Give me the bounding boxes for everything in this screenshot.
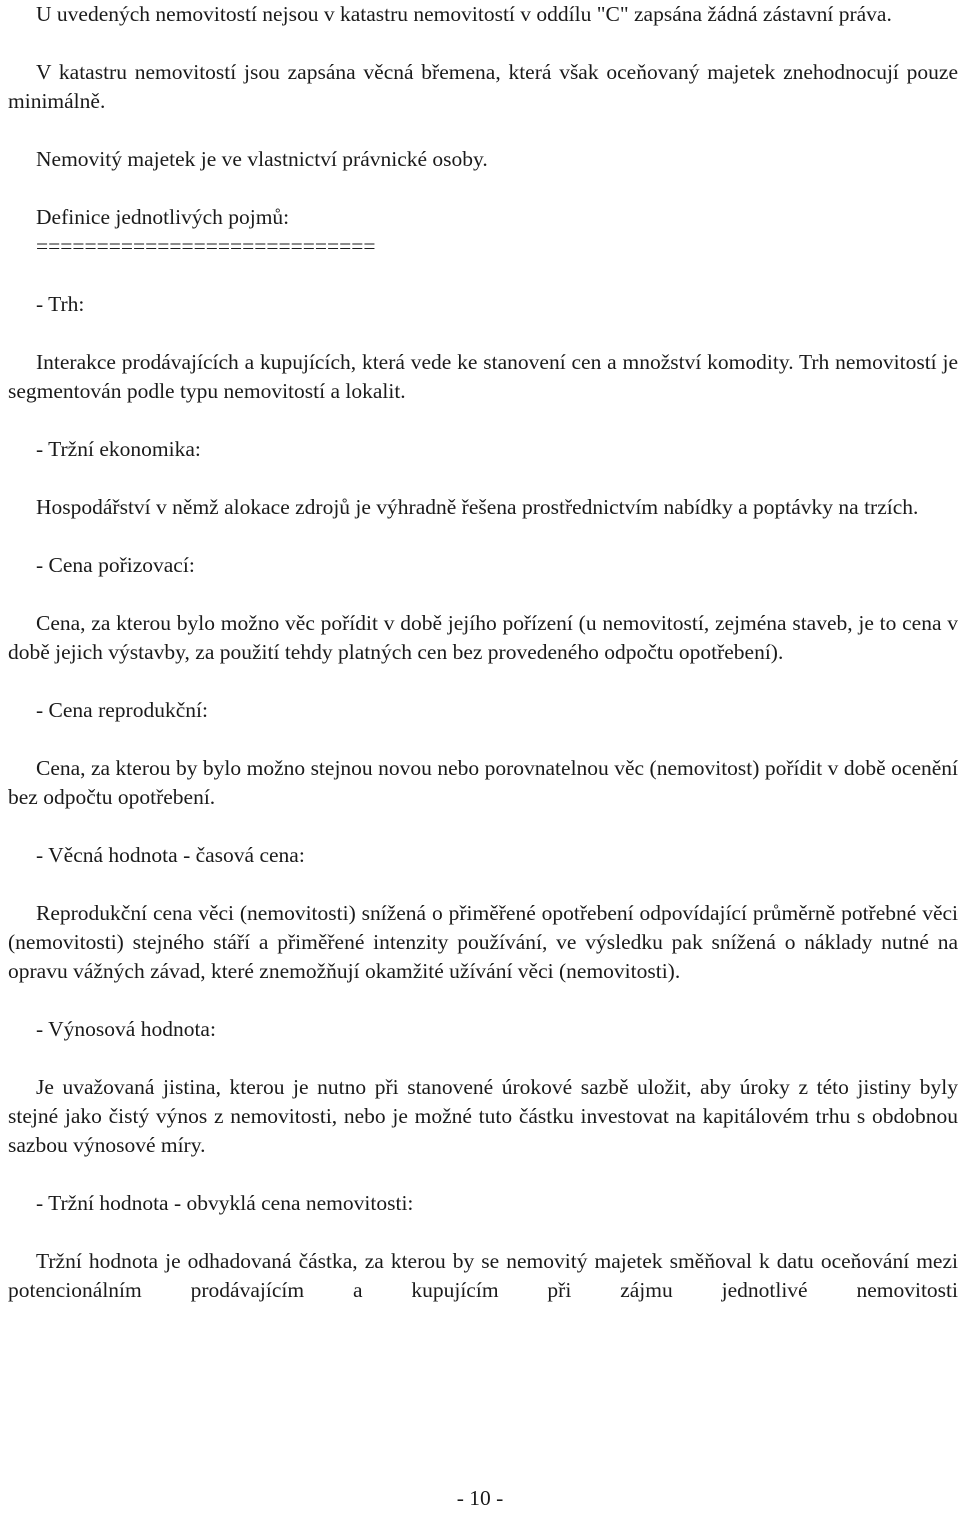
definition-text-trzni-hodnota: Tržní hodnota je odhadovaná částka, za kterou by se nemovitý majetek směňoval k datu oceňování mezi potencionálním prodávajícím a kupujícím při zájmu jednotlivé nemovitosti	[8, 1249, 958, 1302]
definition-term-trzni-ekonomika: - Tržní ekonomika:	[36, 437, 201, 461]
definition-text-cena-reprodukcni: Cena, za kterou by bylo možno stejnou novou nebo porovnatelnou věc (nemovitost) pořídit v době ocenění bez odpočtu opotřebení.	[8, 756, 958, 809]
definition-term-vynosova-hodnota: - Výnosová hodnota:	[36, 1017, 216, 1041]
document-page	[8, 0, 958, 1305]
definition-text-trzni-ekonomika: Hospodářství v němž alokace zdrojů je výhradně řešena prostřednictvím nabídky a poptávky na trzích.	[36, 495, 919, 519]
definition-text-vynosova-hodnota: Je uvažovaná jistina, kterou je nutno při stanovené úrokové sazbě uložit, aby úroky z této jistiny byly stejné jako čistý výnos z nemovitosti, nebo je možné tuto částku investovat na kapitálovém trhu s obdobnou sazbou výnosové míry.	[8, 1075, 958, 1157]
definition-term-vecna-hodnota: - Věcná hodnota - časová cena:	[36, 843, 305, 867]
page-number: - 10 -	[456, 1486, 504, 1510]
definition-text-vecna-hodnota: Reprodukční cena věci (nemovitosti) snížená o přiměřené opotřebení odpovídající průměrně potřebné věci (nemovitosti) stejného stáří a přiměřené intenzity používání, ve výsledku pak snížená o náklady nutné na opravu vážných závad, které znemožňují okamžité užívání věci (nemovitosti).	[8, 901, 958, 983]
definitions-separator: ============================	[36, 234, 376, 258]
definitions-heading: Definice jednotlivých pojmů:	[36, 205, 290, 229]
definition-text-trh: Interakce prodávajících a kupujících, která vede ke stanovení cen a množství komodity. Trh nemovitostí je segmentován podle typu nemovitostí a lokalit.	[8, 350, 958, 403]
intro-paragraph-2: V katastru nemovitostí jsou zapsána věcná břemena, která však oceňovaný majetek znehodnocují pouze minimálně.	[8, 60, 958, 113]
definition-term-trh: - Trh:	[36, 292, 85, 316]
definition-term-cena-porizovaci: - Cena pořizovací:	[36, 553, 195, 577]
definition-term-trzni-hodnota: - Tržní hodnota - obvyklá cena nemovitosti:	[36, 1191, 414, 1215]
definition-text-cena-porizovaci: Cena, za kterou bylo možno věc pořídit v době jejího pořízení (u nemovitostí, zejména staveb, je to cena v době jejich výstavby, za použití tehdy platných cen bez provedeného odpočtu opotřebení).	[8, 611, 958, 664]
definition-term-cena-reprodukcni: - Cena reprodukční:	[36, 698, 208, 722]
intro-paragraph-3: Nemovitý majetek je ve vlastnictví právnické osoby.	[36, 147, 488, 171]
intro-paragraph-1: U uvedených nemovitostí nejsou v katastru nemovitostí v oddílu "C" zapsána žádná zástavní práva.	[36, 2, 892, 26]
